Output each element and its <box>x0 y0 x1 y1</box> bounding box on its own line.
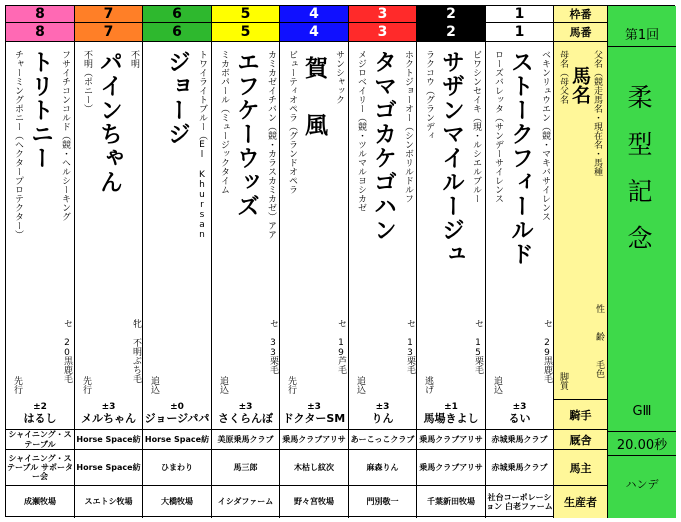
coat-color-value: 黒鹿毛 <box>62 356 72 383</box>
age-value: 20 <box>62 338 72 358</box>
sex-value: セ <box>473 319 483 328</box>
race-info-column <box>608 6 676 518</box>
horse-column <box>143 6 212 400</box>
owner-row <box>6 450 554 486</box>
jockey-name: メルちゃん <box>81 412 136 426</box>
coat-color-value: 栗毛 <box>405 356 415 374</box>
jockey-weight: ±3 <box>101 402 116 413</box>
sex-value: セ <box>268 319 278 328</box>
jockey-cell <box>143 400 212 429</box>
breeder-cell: 千葉新田牧場 <box>417 486 486 518</box>
jockey-cell <box>486 400 554 429</box>
running-style-value: 先行 <box>12 376 22 394</box>
horse-name-label: 馬名 <box>569 66 591 104</box>
coat-color-value: 芦毛 <box>336 356 346 374</box>
wakuban-cell: 7 <box>75 6 142 23</box>
horse-column <box>349 6 417 400</box>
stable-cell: 赤城乗馬クラブ <box>486 430 554 449</box>
horse-name: 賀風 <box>301 56 327 170</box>
umaban-cell: 1 <box>486 23 553 42</box>
race-grade: GⅢ <box>632 404 652 419</box>
wakuban-cell: 6 <box>143 6 211 23</box>
age-value: 13 <box>405 338 415 358</box>
breeder-cell: 野々宮牧場 <box>280 486 349 518</box>
umaban-cell: 3 <box>349 23 416 42</box>
horse-name: ジョージ <box>164 50 190 146</box>
coat-color-value: 栗毛 <box>473 356 483 374</box>
umaban-cell: 4 <box>280 23 348 42</box>
stable-cell: シャイニング・ステーブル <box>6 430 75 449</box>
sire-name: カミカゼイチバン（競・カラスカミカゼ）アア <box>266 50 276 239</box>
sire-name: トワイライトブルー（El Khursan <box>197 50 207 240</box>
age-value: 33 <box>268 338 278 358</box>
jockey-name: さくらんぼ <box>218 412 273 426</box>
race-title: 柔型記念 <box>624 84 653 272</box>
sire-label: 父名（競走馬名・現在名・馬種 <box>592 50 602 176</box>
sire-name: サンシャック <box>334 50 344 104</box>
dam-name: ラクコウ（グランディ <box>424 50 434 140</box>
breeder-cell: 大橋牧場 <box>143 486 212 518</box>
stable-cell: あーこっこクラブ <box>349 430 417 449</box>
sex-value: セ <box>336 319 346 328</box>
wakuban-cell: 1 <box>486 6 553 23</box>
owner-cell: 麻森りん <box>349 450 417 485</box>
jockey-cell <box>212 400 280 429</box>
jockey-label: 騎手 <box>554 400 607 430</box>
wakuban-cell: 2 <box>417 6 485 23</box>
sire-name: ホクトジョーオー（シンボリルドルフ <box>403 50 413 203</box>
horse-column <box>6 6 75 400</box>
dam-name: 不明（ポニー） <box>82 50 92 113</box>
running-style-value: 追込 <box>149 376 159 394</box>
age-label: 齢 <box>594 332 604 341</box>
horse-column <box>280 6 349 400</box>
stable-cell: 美原乗馬クラブ <box>212 430 280 449</box>
horse-name: ストークフィールド <box>507 50 533 266</box>
sire-name: 不明 <box>129 50 139 68</box>
stable-label: 厩舎 <box>554 430 607 450</box>
dam-name: ローズバレッタ（サンデーサイレンス <box>493 50 503 203</box>
sire-name: ビワシンセイキ（現・ルシエルブルー <box>471 50 481 203</box>
dam-name: メジロベイリー（競・ツルマルヨシカゼ <box>356 50 366 212</box>
horse-name: トリトニー <box>27 50 53 170</box>
jockey-name: 馬場きよし <box>423 412 479 426</box>
jockey-weight: ±3 <box>307 402 321 413</box>
horse-column <box>212 6 280 400</box>
owner-cell: 乗馬クラブアリサ <box>417 450 486 485</box>
color-label: 毛色 <box>594 360 604 378</box>
jockey-weight: ±3 <box>238 402 253 413</box>
owner-cell: 木枯し紋次 <box>280 450 349 485</box>
breeder-row <box>6 486 554 518</box>
jockey-cell <box>280 400 349 429</box>
running-style-value: 先行 <box>286 376 296 394</box>
sex-value: セ <box>62 319 72 328</box>
wakuban-cell: 4 <box>280 6 348 23</box>
race-round: 第1回 <box>608 24 676 47</box>
jockey-weight: ±1 <box>444 402 458 413</box>
jockey-name: りん <box>371 412 394 426</box>
horse-column <box>75 6 143 400</box>
sex-value: セ <box>542 319 552 328</box>
coat-color-value: 黒鹿毛 <box>542 356 552 383</box>
umaban-cell: 8 <box>6 23 74 42</box>
breeder-cell: スエトシ牧場 <box>75 486 143 518</box>
sire-name: ベキンリュウエン（競・マキバサイレンス <box>540 50 550 221</box>
age-value: 15 <box>473 338 483 358</box>
jockey-cell <box>6 400 75 429</box>
breeder-cell: 社台コーポレーション 白老ファーム <box>486 486 554 518</box>
coat-color-value: ぶち毛 <box>131 356 141 383</box>
age-value: 29 <box>542 338 552 358</box>
breeder-cell: 成瀬牧場 <box>6 486 75 518</box>
dam-name: ビューティオペラ（グランドオペラ <box>287 50 297 194</box>
wakuban-cell: 3 <box>349 6 416 23</box>
race-time: 20.00秒 <box>608 431 676 456</box>
label-column <box>554 6 608 518</box>
horse-column <box>417 6 486 400</box>
age-value: 19 <box>336 338 346 358</box>
stable-row <box>6 430 554 450</box>
jockey-weight: ±3 <box>512 402 527 413</box>
horse-name: エフケーウッズ <box>233 50 259 218</box>
owner-cell: Horse Space紡 <box>75 450 143 485</box>
running-style-value: 追込 <box>355 376 365 394</box>
sex-label: 性 <box>594 304 604 313</box>
race-handicap: ハンデ <box>625 478 659 491</box>
sex-value: 牝 <box>131 319 141 328</box>
horse-column <box>486 6 554 400</box>
running-style-value: 追込 <box>492 376 502 394</box>
jockey-row <box>6 400 554 430</box>
dam-label: 母名（母父名 <box>558 50 568 104</box>
label-main-area <box>554 42 607 400</box>
coat-color-value: 栗毛 <box>268 356 278 374</box>
stable-cell: Horse Space紡 <box>143 430 212 449</box>
jockey-weight: ±0 <box>170 402 184 413</box>
horse-name: パインちゃん <box>96 50 122 194</box>
jockey-cell <box>349 400 417 429</box>
umaban-cell: 6 <box>143 23 211 42</box>
dam-name: チャーミングポニー（ヘクタープロテクター） <box>13 50 23 239</box>
owner-cell: 赤城乗馬クラブ <box>486 450 554 485</box>
umaban-label: 馬番 <box>554 23 607 42</box>
jockey-name: ドクターSM <box>282 412 346 426</box>
umaban-cell: 7 <box>75 23 142 42</box>
running-style-value: 逃げ <box>423 376 433 394</box>
sire-name: フサイチコンコルド（競・ヘルシーキング <box>60 50 70 221</box>
owner-cell: シャイニング・ステーブル サポーター会 <box>6 450 75 485</box>
style-label: 脚質 <box>558 372 568 390</box>
stable-cell: Horse Space紡 <box>75 430 143 449</box>
jockey-name: はるし <box>23 412 57 426</box>
jockey-cell <box>75 400 143 429</box>
dam-name: ミカボパール（ミュージックタイム <box>219 50 229 194</box>
owner-cell: ひまわり <box>143 450 212 485</box>
owner-label: 馬主 <box>554 450 607 486</box>
jockey-cell <box>417 400 486 429</box>
race-entry-board <box>5 5 675 517</box>
jockey-name: るい <box>508 412 531 426</box>
running-style-value: 追込 <box>218 376 228 394</box>
horse-name: タマゴカケゴハン <box>370 50 396 242</box>
age-value: 不明 <box>131 338 141 356</box>
umaban-cell: 5 <box>212 23 279 42</box>
wakuban-cell: 5 <box>212 6 279 23</box>
stable-cell: 乗馬クラブアリサ <box>417 430 486 449</box>
wakuban-cell: 8 <box>6 6 74 23</box>
stable-cell: 乗馬クラブアリサ <box>280 430 349 449</box>
breeder-cell: イシダファーム <box>212 486 280 518</box>
jockey-name: ジョージパパ <box>144 412 210 426</box>
jockey-weight: ±3 <box>375 402 390 413</box>
sex-value: セ <box>405 319 415 328</box>
breeder-cell: 門別敬一 <box>349 486 417 518</box>
owner-cell: 馬三郎 <box>212 450 280 485</box>
breeder-label: 生産者 <box>554 486 607 518</box>
horse-name: サザンマイルージュ <box>438 50 464 266</box>
umaban-cell: 2 <box>417 23 485 42</box>
running-style-value: 先行 <box>81 376 91 394</box>
wakuban-label: 枠番 <box>554 6 607 23</box>
jockey-weight: ±2 <box>33 402 47 413</box>
